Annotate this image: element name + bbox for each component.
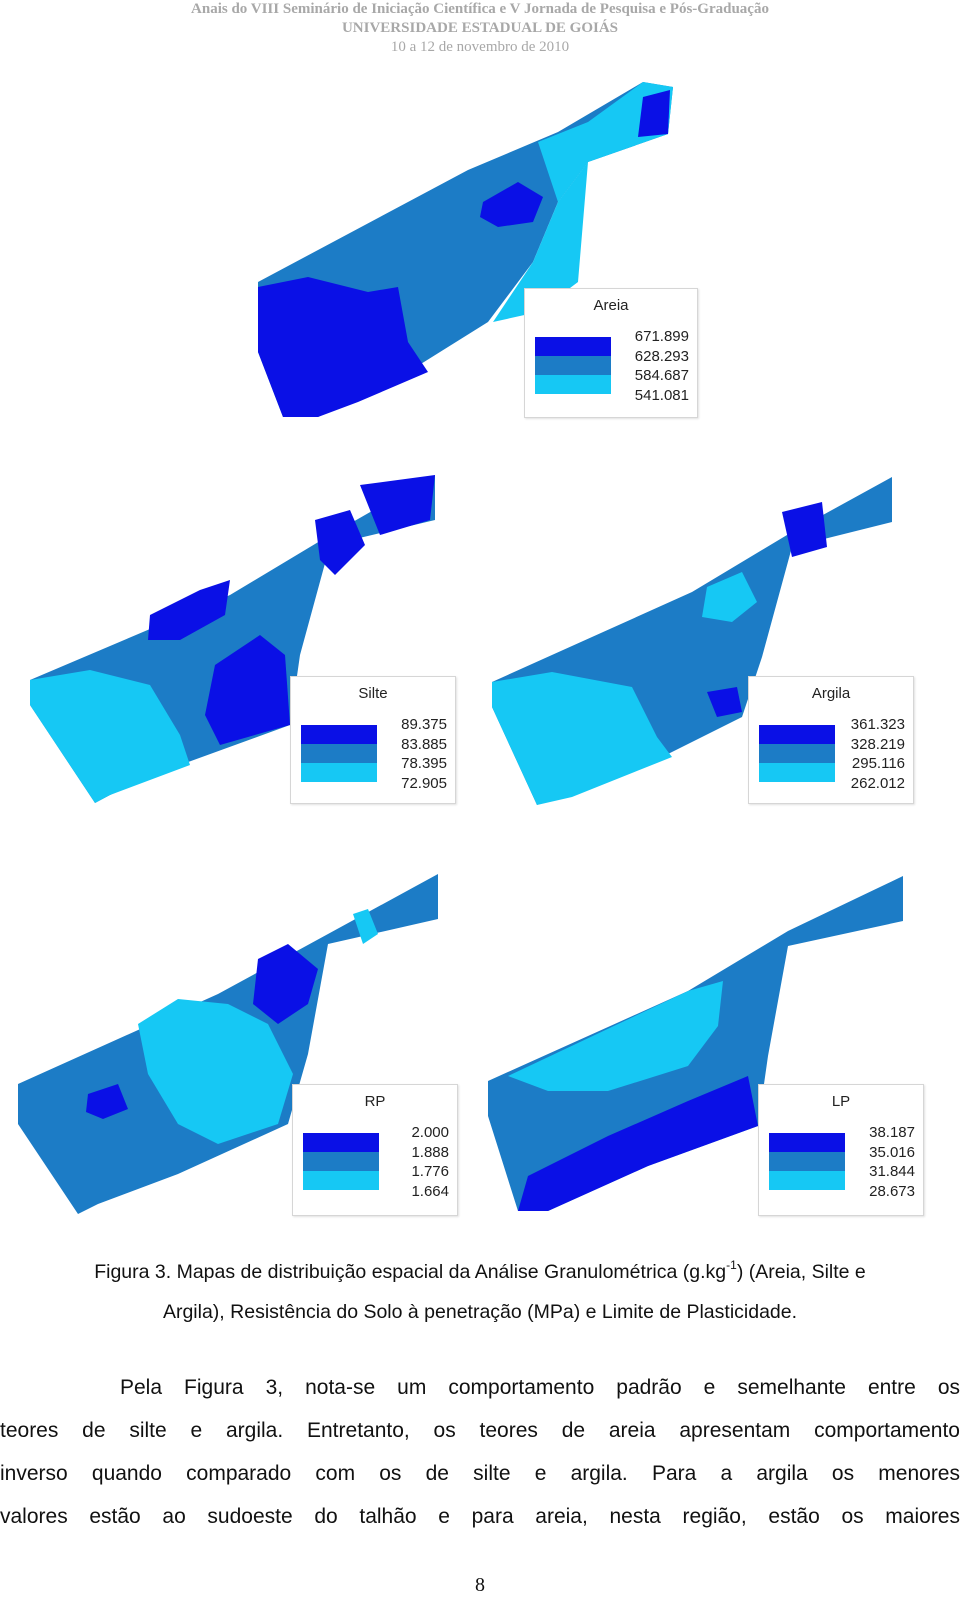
caption-superscript: -1 <box>726 1258 737 1272</box>
swatch-high <box>759 725 835 744</box>
caption-prefix: Figura 3. Mapas de distribuição espacial da Análise Granulométrica (g.kg <box>94 1261 727 1283</box>
body-line: valores estão ao sudoeste do talhão e para areia, nesta região, estão os maiores <box>0 1505 960 1528</box>
header-event-title: Anais do VIII Seminário de Iniciação Científica e V Jornada de Pesquisa e Pós-Graduação <box>191 1 769 17</box>
legend-values <box>869 1123 915 1201</box>
swatch-mid <box>303 1152 379 1171</box>
legend-value: 671.899 <box>634 328 689 345</box>
body-line: inverso quando comparado com os de silte e argila. Para a argila os menores <box>0 1462 960 1485</box>
swatch-high <box>301 725 377 744</box>
legend-value: 584.687 <box>634 367 689 384</box>
swatch-mid <box>535 356 611 375</box>
legend-title: RP <box>364 1093 386 1110</box>
legend-values <box>401 715 447 793</box>
legend-value: 628.293 <box>634 347 689 365</box>
legend-value: 31.844 <box>869 1163 915 1180</box>
legend-value: 328.219 <box>850 735 905 753</box>
legend-value: 361.323 <box>850 716 905 733</box>
legend-lp <box>758 1084 924 1216</box>
legend-value: 1.776 <box>411 1163 449 1180</box>
legend-value: 38.187 <box>869 1124 915 1141</box>
caption-line-1 <box>0 1252 960 1292</box>
legend-value: 89.375 <box>401 716 447 733</box>
legend-value: 2.000 <box>411 1124 449 1141</box>
legend-values <box>851 715 905 793</box>
swatch-high <box>535 337 611 356</box>
legend-value: 295.116 <box>851 755 905 772</box>
legend-silte <box>290 676 456 804</box>
legend-value: 1.664 <box>411 1182 449 1200</box>
legend-swatches <box>769 1133 845 1190</box>
body-paragraph <box>0 1366 960 1538</box>
body-line: Pela Figura 3, nota-se um comportamento padrão e semelhante entre os <box>120 1376 960 1399</box>
legend-title: Silte <box>358 685 388 702</box>
legend-swatches <box>535 337 611 394</box>
swatch-mid <box>301 744 377 763</box>
legend-title: Areia <box>593 297 629 314</box>
legend-values <box>411 1123 449 1201</box>
legend-rp <box>292 1084 458 1216</box>
swatch-high <box>303 1133 379 1152</box>
caption-suffix: ) (Areia, Silte e <box>736 1261 866 1283</box>
legend-values <box>635 327 689 405</box>
swatch-low <box>759 763 835 782</box>
legend-value: 72.905 <box>401 774 447 792</box>
legend-value: 28.673 <box>869 1182 915 1200</box>
legend-value: 35.016 <box>869 1143 915 1161</box>
legend-swatches <box>303 1133 379 1190</box>
swatch-mid <box>759 744 835 763</box>
legend-swatches <box>301 725 377 782</box>
swatch-high <box>769 1133 845 1152</box>
legend-value: 262.012 <box>850 774 905 792</box>
body-line: teores de silte e argila. Entretanto, os teores de areia apresentam comportamento <box>0 1419 960 1442</box>
figure-caption <box>0 1252 960 1332</box>
swatch-mid <box>769 1152 845 1171</box>
legend-argila <box>748 676 914 804</box>
swatch-low <box>769 1171 845 1190</box>
legend-value: 541.081 <box>634 386 689 404</box>
legend-value: 83.885 <box>401 735 447 753</box>
page-header <box>0 0 960 57</box>
swatch-low <box>303 1171 379 1190</box>
caption-line-2: Argila), Resistência do Solo à penetração (MPa) e Limite de Plasticidade. <box>162 1301 798 1323</box>
legend-value: 78.395 <box>401 755 447 772</box>
header-university: UNIVERSIDADE ESTADUAL DE GOIÁS <box>341 20 619 36</box>
header-dates: 10 a 12 de novembro de 2010 <box>390 39 570 55</box>
swatch-low <box>301 763 377 782</box>
legend-title: Argila <box>811 685 851 702</box>
page-number: 8 <box>475 1574 485 1596</box>
legend-value: 1.888 <box>411 1143 449 1161</box>
legend-areia <box>524 288 698 418</box>
legend-title: LP <box>831 1093 851 1110</box>
legend-swatches <box>759 725 835 782</box>
swatch-low <box>535 375 611 394</box>
